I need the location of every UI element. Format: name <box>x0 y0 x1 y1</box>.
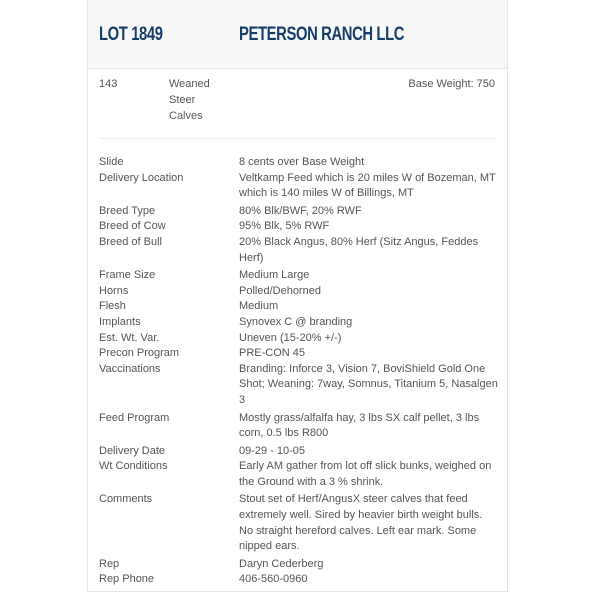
detail-row <box>99 362 499 409</box>
lot-header <box>88 0 507 69</box>
detail-label: Vaccinations <box>99 362 161 375</box>
detail-row <box>99 444 499 460</box>
detail-row <box>99 284 499 300</box>
detail-value: Mostly grass/alfalfa hay, 3 lbs SX calf pellet, 3 lbs corn, 0.5 lbs R800 <box>239 411 480 440</box>
detail-value: Uneven (15-20% +/-) <box>239 331 342 344</box>
detail-label: Rep Phone <box>99 573 155 586</box>
detail-value: 95% Blk, 5% RWF <box>239 220 330 233</box>
detail-label: Slide <box>99 156 124 168</box>
detail-row <box>99 171 499 202</box>
head-count: 143 <box>99 78 118 90</box>
detail-label: Feed Program <box>99 411 170 424</box>
section-divider <box>99 138 496 139</box>
detail-label: Breed Type <box>99 204 156 217</box>
detail-row <box>99 346 499 362</box>
detail-value: Medium Large <box>239 269 310 282</box>
detail-row <box>99 492 499 554</box>
detail-label: Horns <box>99 284 129 297</box>
detail-label: Delivery Date <box>99 444 166 457</box>
detail-label: Est. Wt. Var. <box>99 331 160 344</box>
detail-label: Flesh <box>99 300 126 313</box>
detail-label: Precon Program <box>99 347 180 360</box>
detail-row <box>99 411 499 442</box>
detail-label: Implants <box>99 315 141 328</box>
base-weight: Base Weight: 750 <box>408 78 495 90</box>
detail-row <box>99 331 499 347</box>
detail-value: Daryn Cederberg <box>239 557 324 570</box>
detail-row <box>99 268 499 284</box>
detail-row <box>99 155 499 171</box>
detail-row <box>99 204 499 220</box>
detail-label: Delivery Location <box>99 171 184 184</box>
detail-value: Polled/Dehorned <box>239 284 321 297</box>
detail-label: Comments <box>99 493 153 506</box>
lot-number: LOT 1849 <box>99 24 163 45</box>
detail-value: Veltkamp Feed which is 20 miles W of Bozeman, MT which is 140 miles W of Billings, MT <box>239 171 496 200</box>
detail-label: Rep <box>99 557 120 570</box>
detail-value: 8 cents over Base Weight <box>239 156 365 168</box>
cattle-description: Weaned Steer Calves <box>169 78 210 122</box>
detail-label: Breed of Cow <box>99 220 166 233</box>
detail-row <box>99 235 499 266</box>
detail-row <box>99 572 499 588</box>
detail-value: PRE-CON 45 <box>239 347 306 360</box>
lot-card <box>87 0 508 592</box>
detail-value: 406-560-0960 <box>239 573 308 586</box>
detail-row <box>99 219 499 235</box>
detail-label: Frame Size <box>99 269 156 282</box>
detail-value: 80% Blk/BWF, 20% RWF <box>239 204 362 217</box>
detail-row <box>99 315 499 331</box>
detail-row <box>99 557 499 573</box>
lot-details <box>99 155 499 588</box>
detail-value: Early AM gather from lot off slick bunks, weighed on the Ground with a 3 % shrink. <box>239 460 492 488</box>
detail-label: Breed of Bull <box>99 235 162 248</box>
ranch-name: PETERSON RANCH LLC <box>239 24 405 45</box>
detail-value: 20% Black Angus, 80% Herf (Sitz Angus, Feddes Herf) <box>239 235 479 264</box>
detail-value: Stout set of Herf/AngusX steer calves that feed extremely well. Sired by heavier birth weight bulls. No straight hereford calves. Left ear mark. Some nipped ears. <box>239 493 483 553</box>
detail-value: Synovex C @ branding <box>239 315 353 328</box>
detail-value: Medium <box>239 300 279 313</box>
detail-row <box>99 459 499 490</box>
detail-value: Branding: Inforce 3, Vision 7, BoviShield Gold One Shot; Weaning: 7way, Somnus, Titanium 5, Nasalgen 3 <box>239 362 498 406</box>
detail-value: 09-29 - 10-05 <box>239 444 306 457</box>
detail-label: Wt Conditions <box>99 460 168 473</box>
detail-row <box>99 299 499 315</box>
